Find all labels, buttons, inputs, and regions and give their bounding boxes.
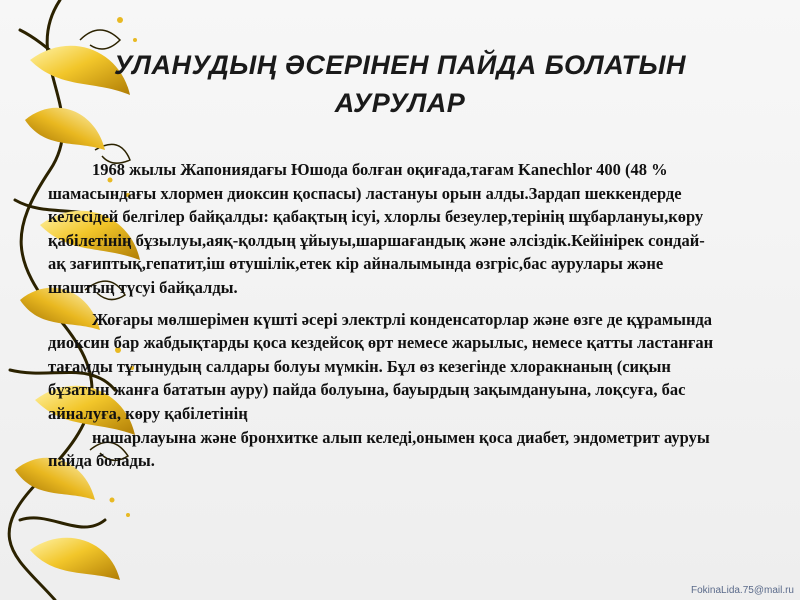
paragraph-1: 1968 жылы Жапониядағы Юшода болған оқиғада,тағам Kanechlor 400 (48 % шамасындағы хлормен диоксин қоспасы) ластануы орын алды.Зардап шеккендерде келесідей белгілер байқалды: қабақтың ісуі, хлорлы безеулер,терінің шұбарлануы,көру қабілетінің бұзылуы,аяқ-қолдың ұйыуы,шаршағандық және әлсіздік.Кейінірек сондай-ақ зағиптық,гепатит,іш өтушілік,етек кір айналымында өзгріс,бас аурулары және шаштың түсуі байқалды. xyxy=(48,160,705,297)
slide-body xyxy=(48,158,720,481)
paragraph-3: нашарлауына және бронхитке алып келеді,онымен қоса диабет, эндометрит ауруы пайда болады. xyxy=(48,427,710,471)
footer-email: FokinaLida.75@mail.ru xyxy=(691,585,794,596)
paragraph-2: Жоғары мөлшерімен күшті әсері электрлі конденсаторлар және өзге де құрамында диоксин бар жабдықтарды қоса кездейсоқ өрт немесе жарылыс, немесе қатты ластанған тағамды тұтынудың салдары болуы мүмкін. Бұл өз кезегінде хлоракнаның (сиқын бұзатын жанға бататын ауру) пайда болуына, бауырдың зақымдануына, лоқсуға, бас айналуға, көру қабілетінің xyxy=(48,309,714,423)
slide-title: УЛАНУДЫҢ ӘСЕРІНЕН ПАЙДА БОЛАТЫН АУРУЛАР xyxy=(114,50,686,118)
